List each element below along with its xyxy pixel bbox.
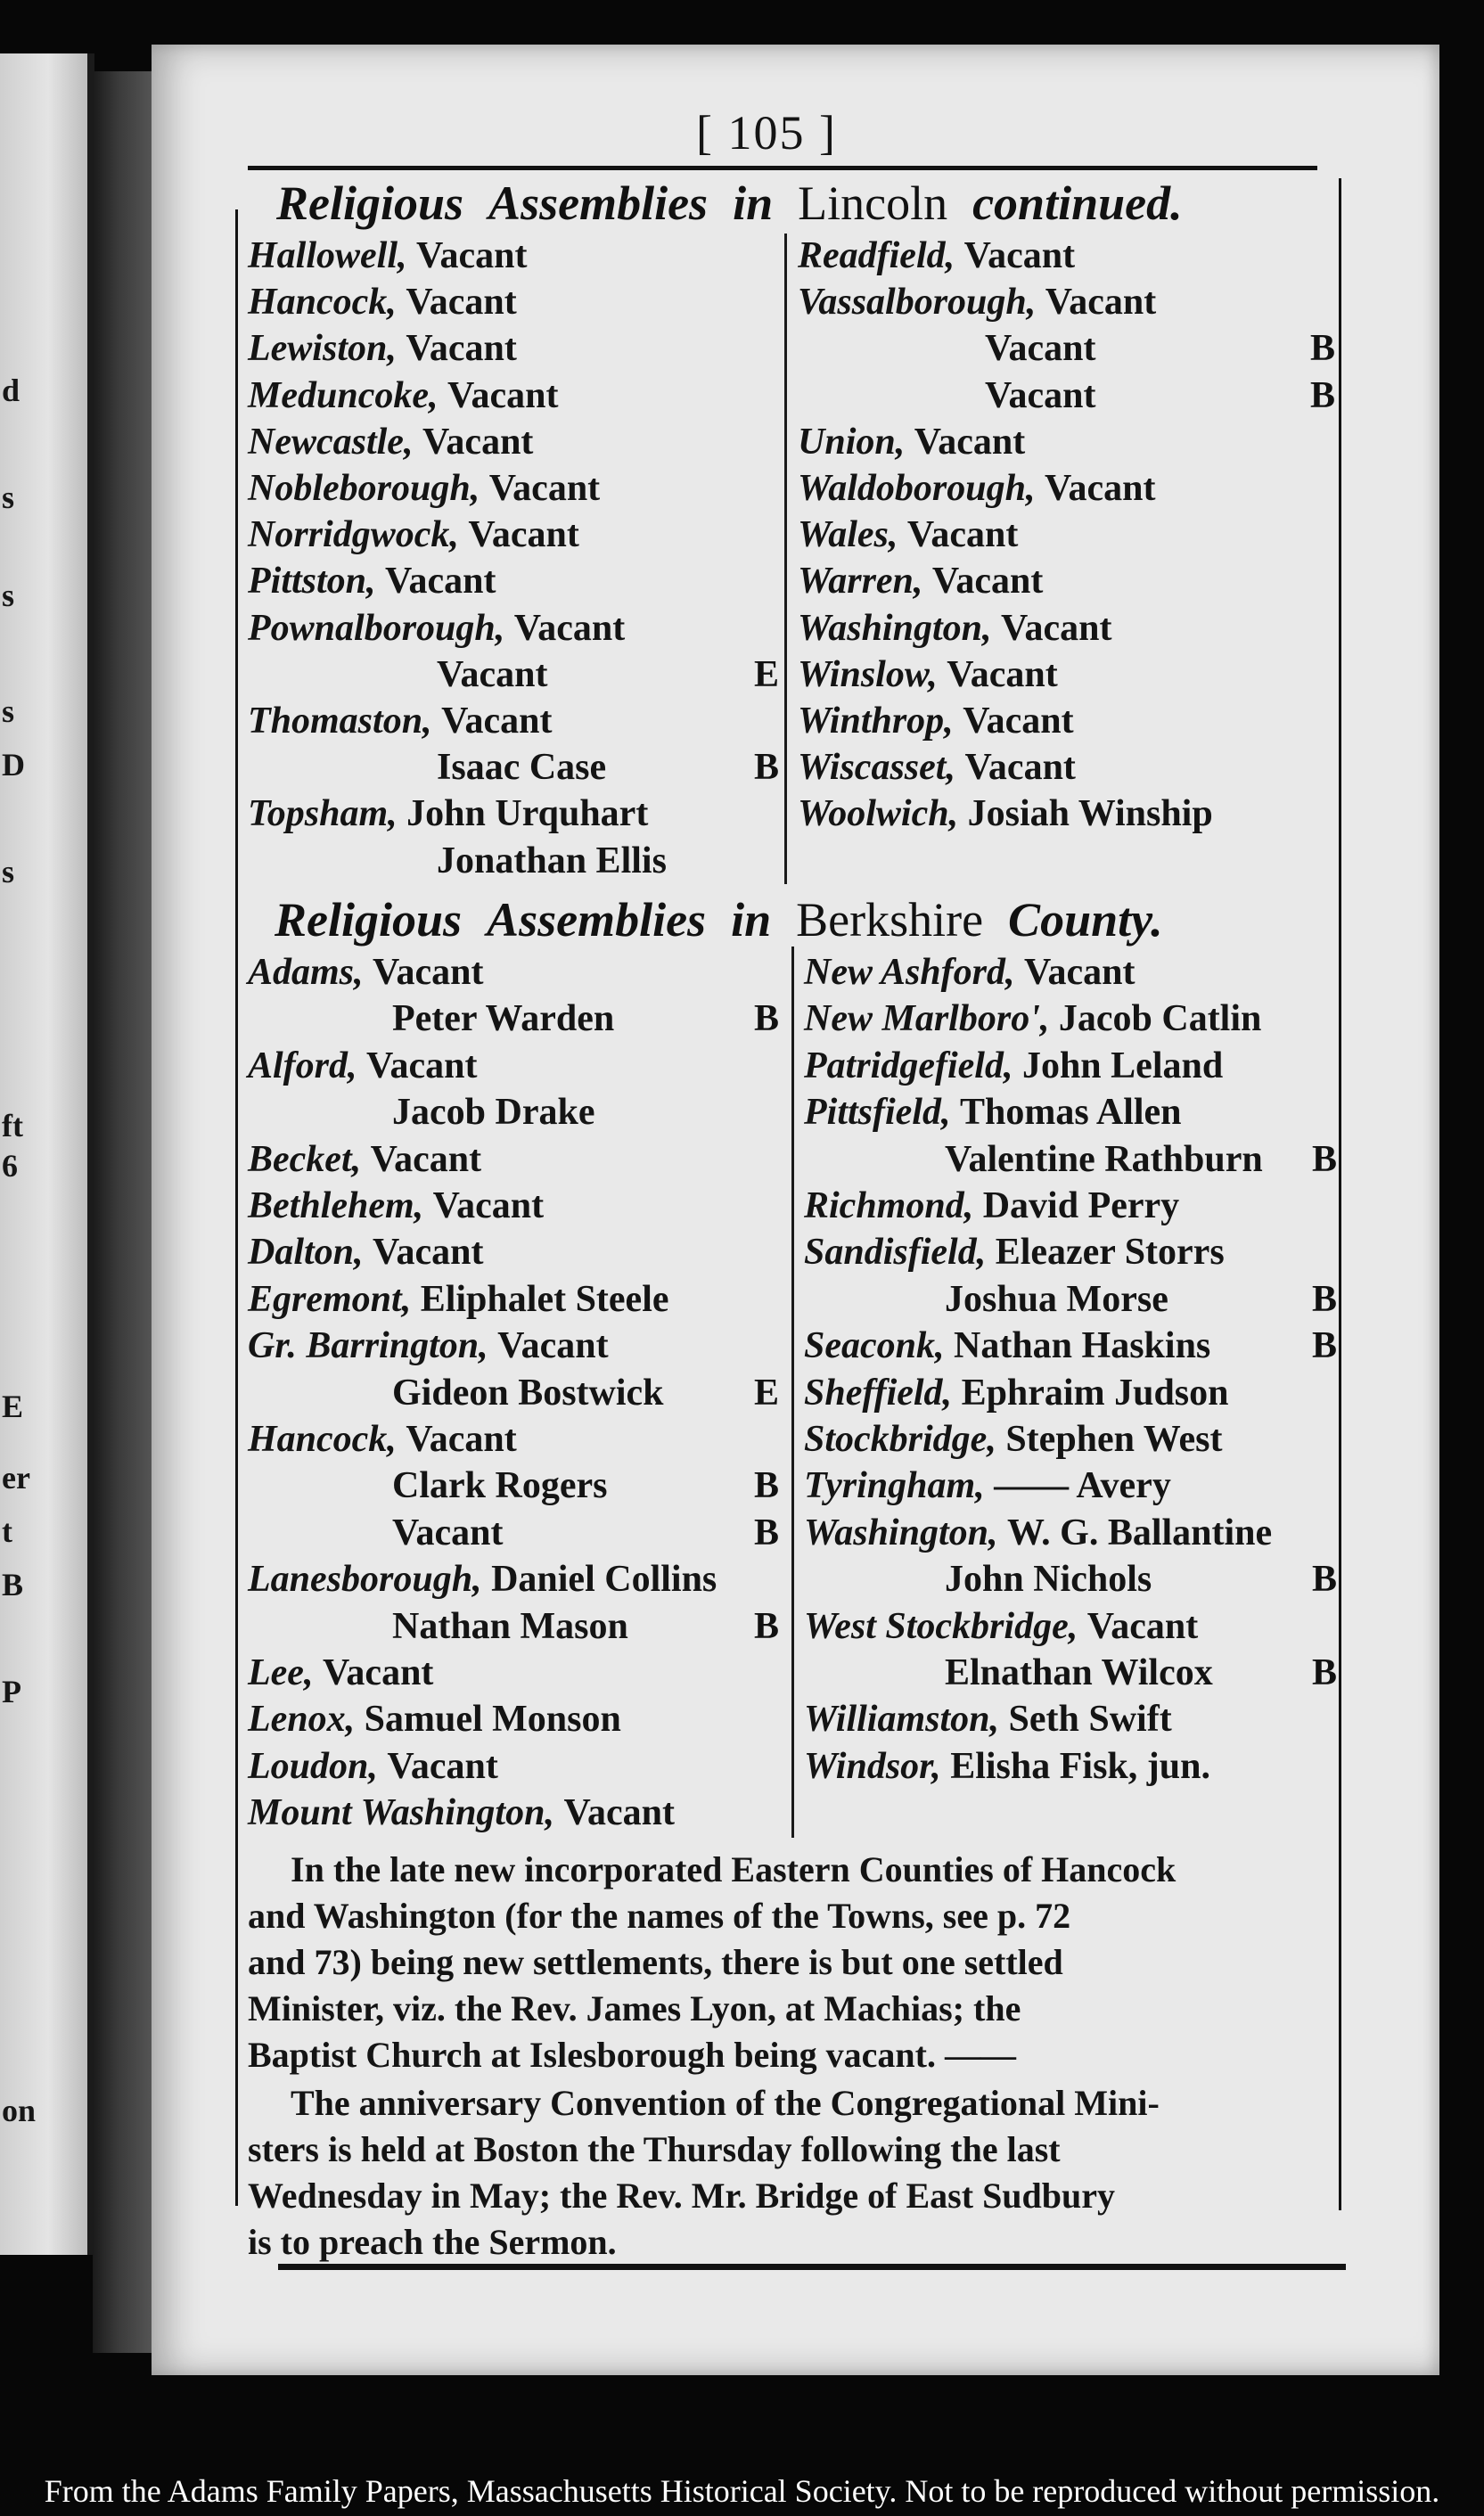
town-name: Hancock, bbox=[248, 282, 397, 323]
additional-minister: Vacant bbox=[437, 654, 548, 695]
minister-name: Vacant bbox=[964, 747, 1076, 788]
town-name: West Stockbridge, bbox=[804, 1606, 1078, 1647]
left-page-fragment: P bbox=[2, 1674, 21, 1709]
minister-name: Ephraim Judson bbox=[961, 1373, 1229, 1414]
minister-name: Vacant bbox=[497, 1325, 609, 1366]
left-page-fragment: er bbox=[2, 1460, 30, 1496]
entry-spacer bbox=[922, 561, 932, 602]
paragraph-line: and Washington (for the names of the Towns, see p. 72 bbox=[248, 1896, 1071, 1936]
paragraph-line: Wednesday in May; the Rev. Mr. Bridge of East Sudbury bbox=[248, 2176, 1116, 2216]
town-name: Norridgwock, bbox=[248, 514, 459, 555]
directory-entry bbox=[248, 1417, 517, 1462]
town-name: Gr. Barrington, bbox=[248, 1325, 488, 1366]
town-name: Patridgefield, bbox=[804, 1045, 1013, 1086]
entry-spacer bbox=[1078, 1606, 1087, 1647]
paragraph-line: The anniversary Convention of the Congregational Mini- bbox=[291, 2083, 1160, 2123]
minister-name: Vacant bbox=[416, 235, 528, 276]
directory-entry bbox=[804, 1184, 1179, 1228]
paragraph-line: sters is held at Boston the Thursday following the last bbox=[248, 2129, 1061, 2169]
entry-spacer bbox=[950, 1092, 960, 1133]
additional-minister: John Nichols bbox=[945, 1559, 1152, 1600]
left-page-fragment: d bbox=[2, 373, 20, 408]
entry-spacer bbox=[439, 375, 448, 416]
town-name: Washington, bbox=[798, 608, 992, 649]
entry-spacer bbox=[952, 1373, 962, 1414]
denomination-mark: B bbox=[1312, 1279, 1338, 1320]
entry-spacer bbox=[985, 1465, 995, 1506]
town-name: Sandisfield, bbox=[804, 1232, 987, 1273]
entry-spacer bbox=[361, 1139, 371, 1180]
minister-name: Vacant bbox=[947, 654, 1058, 695]
town-name: Bethlehem, bbox=[248, 1185, 424, 1226]
left-page-fragment: D bbox=[2, 747, 25, 783]
minister-name: Seth Swift bbox=[1008, 1699, 1172, 1740]
left-page-fragment: on bbox=[2, 2093, 37, 2128]
town-name: Tyringham, bbox=[804, 1465, 985, 1506]
entry-spacer bbox=[992, 608, 1002, 649]
denomination-mark: E bbox=[754, 654, 780, 695]
directory-entry bbox=[798, 466, 1155, 511]
title-word: continued. bbox=[972, 176, 1183, 230]
directory-entry bbox=[804, 1744, 1210, 1789]
directory-entry bbox=[248, 512, 579, 557]
town-name: Warren, bbox=[798, 561, 923, 602]
town-name: Winslow, bbox=[798, 654, 938, 695]
minister-name: Vacant bbox=[963, 701, 1074, 742]
town-name: Lenox, bbox=[248, 1699, 356, 1740]
town-name: Nobleborough, bbox=[248, 468, 480, 509]
entry-spacer bbox=[488, 1325, 498, 1366]
minister-name: Thomas Allen bbox=[959, 1092, 1182, 1133]
minister-name: Vacant bbox=[373, 952, 484, 993]
entry-spacer bbox=[482, 1559, 492, 1600]
minister-name: Josiah Winship bbox=[967, 793, 1213, 834]
entry-spacer bbox=[364, 1232, 373, 1273]
town-name: Meduncoke, bbox=[248, 375, 439, 416]
minister-name: Vacant bbox=[468, 514, 579, 555]
additional-minister: Joshua Morse bbox=[945, 1279, 1168, 1320]
title-word: Religious bbox=[275, 893, 463, 947]
minister-name: Vacant bbox=[914, 422, 1026, 463]
directory-entry bbox=[804, 1371, 1229, 1415]
additional-minister: Peter Warden bbox=[392, 998, 615, 1039]
minister-name: Vacant bbox=[1044, 468, 1156, 509]
directory-entry bbox=[804, 950, 1135, 995]
directory-entry bbox=[248, 950, 484, 995]
town-name: Union, bbox=[798, 422, 906, 463]
directory-entry bbox=[248, 1184, 544, 1228]
title-word: in bbox=[731, 893, 772, 947]
directory-entry bbox=[248, 699, 553, 743]
town-name: Lee, bbox=[248, 1652, 314, 1693]
town-name: Egremont, bbox=[248, 1279, 412, 1320]
town-name: Stockbridge, bbox=[804, 1419, 996, 1460]
paragraph-line: and 73) being new settlements, there is but one settled bbox=[248, 1942, 1063, 1982]
town-name: Williamston, bbox=[804, 1699, 1000, 1740]
entry-spacer bbox=[938, 654, 947, 695]
town-name: Seaconk, bbox=[804, 1325, 945, 1366]
entry-spacer bbox=[504, 608, 514, 649]
denomination-mark: B bbox=[754, 998, 780, 1039]
town-name: Winthrop, bbox=[798, 701, 954, 742]
town-name: Readfield, bbox=[798, 235, 955, 276]
directory-entry bbox=[248, 420, 533, 464]
minister-name: Samuel Monson bbox=[364, 1699, 621, 1740]
denomination-mark: B bbox=[754, 1606, 780, 1647]
denomination-mark: B bbox=[1310, 375, 1336, 416]
entry-spacer bbox=[999, 1699, 1009, 1740]
directory-entry bbox=[798, 699, 1074, 743]
minister-name: Eleazer Storrs bbox=[995, 1232, 1225, 1273]
minister-name: Vacant bbox=[447, 375, 559, 416]
top-rule bbox=[248, 166, 1317, 170]
directory-entry bbox=[798, 512, 1018, 557]
directory-entry bbox=[804, 1417, 1222, 1462]
entry-spacer bbox=[313, 1652, 323, 1693]
entry-spacer bbox=[1013, 1045, 1022, 1086]
section-title-lincoln bbox=[276, 176, 1346, 230]
minister-name: Eliphalet Steele bbox=[420, 1279, 669, 1320]
paragraph-convention bbox=[248, 2080, 1344, 2266]
minister-name: Vacant bbox=[422, 422, 534, 463]
title-word: County. bbox=[1008, 893, 1163, 947]
minister-name: Vacant bbox=[385, 561, 496, 602]
title-word: Assemblies bbox=[488, 176, 709, 230]
entry-spacer bbox=[996, 1419, 1006, 1460]
entry-spacer bbox=[973, 1185, 983, 1226]
minister-name: Vacant bbox=[370, 1139, 482, 1180]
frame-left-line bbox=[235, 209, 238, 2206]
minister-name: Vacant bbox=[1086, 1606, 1199, 1647]
minister-name: Vacant bbox=[406, 328, 517, 369]
entry-spacer bbox=[398, 793, 407, 834]
entry-spacer bbox=[898, 514, 907, 555]
directory-entry bbox=[798, 280, 1156, 324]
directory-entry bbox=[248, 466, 600, 511]
entry-spacer bbox=[1035, 468, 1045, 509]
minister-name: Vacant bbox=[563, 1792, 675, 1833]
town-name: Dalton, bbox=[248, 1232, 364, 1273]
town-name: Wiscasset, bbox=[798, 747, 955, 788]
denomination-mark: B bbox=[754, 747, 780, 788]
minister-name: W. G. Ballantine bbox=[1007, 1512, 1273, 1553]
directory-entry bbox=[248, 1557, 717, 1602]
title-word: Lincoln bbox=[798, 176, 948, 230]
minister-name: Nathan Haskins bbox=[954, 1325, 1211, 1366]
column-divider-berkshire bbox=[791, 947, 794, 1838]
minister-name: Vacant bbox=[387, 1746, 498, 1787]
entry-spacer bbox=[945, 1325, 955, 1366]
left-page-fragment: s bbox=[2, 578, 15, 613]
entry-spacer bbox=[1036, 282, 1045, 323]
denomination-mark: B bbox=[1312, 1139, 1338, 1180]
minister-name: Elisha Fisk, jun. bbox=[950, 1746, 1210, 1787]
town-name: Hallowell, bbox=[248, 235, 407, 276]
denomination-mark: B bbox=[754, 1512, 780, 1553]
town-name: Pittston, bbox=[248, 561, 376, 602]
section-title-berkshire bbox=[275, 893, 1344, 947]
directory-entry bbox=[798, 652, 1058, 697]
directory-entry bbox=[798, 606, 1111, 651]
left-page-fragment: t bbox=[2, 1513, 12, 1549]
directory-entry bbox=[804, 1044, 1223, 1088]
footer-credit: From the Adams Family Papers, Massachusetts Historical Society. Not to be reproduced without permission. bbox=[44, 2473, 1440, 2509]
entry-spacer bbox=[411, 1279, 421, 1320]
additional-minister: Jacob Drake bbox=[392, 1092, 595, 1133]
entry-spacer bbox=[413, 422, 422, 463]
left-page-fragment: B bbox=[2, 1567, 24, 1602]
denomination-mark: B bbox=[1310, 328, 1336, 369]
directory-entry bbox=[248, 373, 558, 418]
minister-name: Daniel Collins bbox=[491, 1559, 717, 1600]
entry-spacer bbox=[955, 747, 965, 788]
town-name: Vassalborough, bbox=[798, 282, 1037, 323]
entry-spacer bbox=[1014, 952, 1024, 993]
town-name: Adams, bbox=[248, 952, 364, 993]
entry-spacer bbox=[958, 793, 968, 834]
entry-spacer bbox=[1049, 998, 1059, 1039]
entry-spacer bbox=[378, 1746, 388, 1787]
entry-spacer bbox=[364, 952, 373, 993]
denomination-mark: E bbox=[754, 1373, 780, 1414]
entry-spacer bbox=[397, 328, 406, 369]
directory-entry bbox=[248, 234, 527, 278]
additional-minister: Gideon Bostwick bbox=[392, 1373, 664, 1414]
minister-name: Vacant bbox=[906, 514, 1019, 555]
book-gutter bbox=[93, 71, 155, 2353]
town-name: Alford, bbox=[248, 1045, 357, 1086]
town-name: Topsham, bbox=[248, 793, 398, 834]
title-word: Berkshire bbox=[796, 893, 984, 947]
minister-name: Vacant bbox=[322, 1652, 434, 1693]
town-name: New Ashford, bbox=[804, 952, 1015, 993]
minister-name: Vacant bbox=[366, 1045, 478, 1086]
denomination-mark: B bbox=[754, 1465, 780, 1506]
entry-spacer bbox=[397, 1419, 406, 1460]
entry-spacer bbox=[905, 422, 914, 463]
directory-entry bbox=[804, 996, 1261, 1041]
town-name: Lanesborough, bbox=[248, 1559, 482, 1600]
directory-entry bbox=[248, 606, 625, 651]
minister-name: Vacant bbox=[432, 1185, 545, 1226]
minister-name: Vacant bbox=[406, 1419, 517, 1460]
minister-name: Vacant bbox=[513, 608, 626, 649]
directory-entry bbox=[248, 326, 517, 371]
entry-spacer bbox=[407, 235, 417, 276]
directory-entry bbox=[248, 1324, 609, 1368]
town-name: New Marlboro', bbox=[804, 998, 1050, 1039]
additional-minister: Elnathan Wilcox bbox=[945, 1652, 1213, 1693]
town-name: Sheffield, bbox=[804, 1373, 953, 1414]
minister-name: Vacant bbox=[441, 701, 553, 742]
town-name: Washington, bbox=[804, 1512, 998, 1553]
denomination-mark: B bbox=[1312, 1325, 1338, 1366]
additional-minister: Vacant bbox=[985, 328, 1096, 369]
denomination-mark: B bbox=[1312, 1559, 1338, 1600]
additional-minister: Vacant bbox=[985, 375, 1096, 416]
directory-entry bbox=[248, 791, 648, 836]
town-name: Pittsfield, bbox=[804, 1092, 951, 1133]
entry-spacer bbox=[397, 282, 406, 323]
minister-name: —— Avery bbox=[994, 1465, 1171, 1506]
town-name: Waldoborough, bbox=[798, 468, 1036, 509]
directory-entry bbox=[804, 1230, 1225, 1274]
title-word: Assemblies bbox=[487, 893, 707, 947]
minister-name: David Perry bbox=[982, 1185, 1180, 1226]
town-name: Mount Washington, bbox=[248, 1792, 554, 1833]
town-name: Becket, bbox=[248, 1139, 362, 1180]
directory-entry bbox=[798, 234, 1075, 278]
left-page-fragment: 6 bbox=[2, 1148, 18, 1184]
directory-entry bbox=[248, 559, 496, 603]
entry-spacer bbox=[355, 1699, 365, 1740]
paragraph-line: Baptist Church at Islesborough being vacant. —— bbox=[248, 2035, 1016, 2075]
left-page-fragment: E bbox=[2, 1389, 24, 1424]
minister-name: Vacant bbox=[406, 282, 517, 323]
minister-name: Vacant bbox=[1023, 952, 1136, 993]
town-name: Lewiston, bbox=[248, 328, 397, 369]
directory-entry bbox=[798, 559, 1043, 603]
directory-entry bbox=[798, 791, 1213, 836]
directory-entry bbox=[804, 1324, 1210, 1368]
directory-entry bbox=[804, 1090, 1182, 1135]
directory-entry bbox=[804, 1604, 1198, 1649]
directory-entry bbox=[798, 420, 1025, 464]
minister-name: Vacant bbox=[963, 235, 1076, 276]
town-name: Thomaston, bbox=[248, 701, 432, 742]
directory-entry bbox=[804, 1697, 1172, 1742]
minister-name: John Urquhart bbox=[406, 793, 649, 834]
entry-spacer bbox=[376, 561, 386, 602]
left-page-fragment: s bbox=[2, 693, 15, 729]
minister-name: John Leland bbox=[1021, 1045, 1224, 1086]
minister-name: Vacant bbox=[1045, 282, 1157, 323]
page-number: [ 105 ] bbox=[696, 106, 837, 160]
additional-minister: Isaac Case bbox=[437, 747, 607, 788]
column-divider-lincoln bbox=[784, 234, 787, 884]
entry-spacer bbox=[941, 1746, 951, 1787]
denomination-mark: B bbox=[1312, 1652, 1338, 1693]
entry-spacer bbox=[998, 1512, 1008, 1553]
directory-entry bbox=[248, 1137, 481, 1182]
minister-name: Stephen West bbox=[1005, 1419, 1223, 1460]
town-name: Windsor, bbox=[804, 1746, 941, 1787]
additional-minister: Valentine Rathburn bbox=[945, 1139, 1263, 1180]
directory-entry bbox=[248, 1697, 621, 1742]
paragraph-line: In the late new incorporated Eastern Counties of Hancock bbox=[291, 1849, 1177, 1889]
directory-entry bbox=[248, 1744, 498, 1789]
directory-entry bbox=[248, 280, 517, 324]
town-name: Richmond, bbox=[804, 1185, 974, 1226]
left-page-edge bbox=[0, 53, 94, 2255]
directory-entry bbox=[798, 745, 1076, 790]
town-name: Newcastle, bbox=[248, 422, 414, 463]
town-name: Woolwich, bbox=[798, 793, 959, 834]
title-word: Religious bbox=[276, 176, 464, 230]
entry-spacer bbox=[357, 1045, 367, 1086]
minister-name: Vacant bbox=[1001, 608, 1112, 649]
additional-minister: Vacant bbox=[392, 1512, 504, 1553]
entry-spacer bbox=[954, 701, 963, 742]
entry-spacer bbox=[955, 235, 964, 276]
additional-minister: Jonathan Ellis bbox=[437, 840, 667, 881]
additional-minister: Clark Rogers bbox=[392, 1465, 608, 1506]
left-page-fragment: s bbox=[2, 854, 15, 889]
directory-entry bbox=[248, 1044, 477, 1088]
town-name: Wales, bbox=[798, 514, 898, 555]
town-name: Loudon, bbox=[248, 1746, 378, 1787]
minister-name: Vacant bbox=[373, 1232, 484, 1273]
entry-spacer bbox=[986, 1232, 996, 1273]
paragraph-line: Minister, viz. the Rev. James Lyon, at Machias; the bbox=[248, 1988, 1021, 2028]
minister-name: Vacant bbox=[488, 468, 601, 509]
left-page-fragment: ft bbox=[2, 1108, 23, 1143]
directory-entry bbox=[804, 1463, 1171, 1508]
additional-minister: Nathan Mason bbox=[392, 1606, 628, 1647]
entry-spacer bbox=[423, 1185, 433, 1226]
directory-entry bbox=[248, 1651, 433, 1695]
entry-spacer bbox=[480, 468, 489, 509]
entry-spacer bbox=[459, 514, 469, 555]
town-name: Hancock, bbox=[248, 1419, 397, 1460]
directory-entry bbox=[248, 1791, 675, 1835]
left-page-fragment: s bbox=[2, 479, 15, 515]
entry-spacer bbox=[432, 701, 442, 742]
directory-entry bbox=[248, 1277, 669, 1322]
directory-entry bbox=[804, 1511, 1272, 1555]
minister-name: Jacob Catlin bbox=[1058, 998, 1262, 1039]
town-name: Pownalborough, bbox=[248, 608, 505, 649]
entry-spacer bbox=[554, 1792, 564, 1833]
minister-name: Vacant bbox=[931, 561, 1044, 602]
paragraph-line: is to preach the Sermon. bbox=[248, 2222, 617, 2262]
paragraph-eastern-counties bbox=[248, 1847, 1344, 2078]
title-word: in bbox=[733, 176, 774, 230]
directory-entry bbox=[248, 1230, 484, 1274]
